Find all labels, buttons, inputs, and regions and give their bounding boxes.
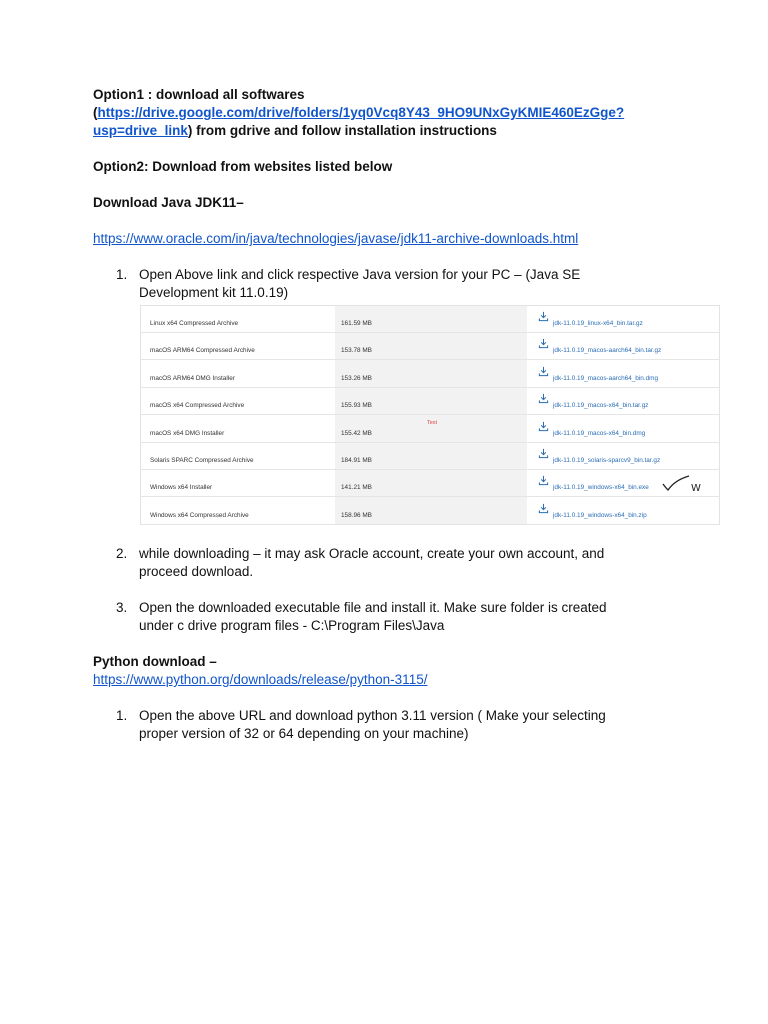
python-heading: Python download – — [93, 654, 217, 669]
product-name: Windows x64 Installer — [150, 484, 213, 492]
file-size: 141.21 MB — [341, 484, 372, 492]
step-text: Open the downloaded executable file and install it. Make sure folder is created — [139, 600, 607, 615]
download-file-link[interactable]: jdk-11.0.19_macos-x64_bin.tar.gz — [553, 402, 649, 410]
file-size: 153.78 MB — [341, 347, 372, 355]
java-step-2 — [93, 545, 653, 581]
product-name: macOS ARM64 DMG Installer — [150, 374, 235, 382]
spacer — [93, 212, 653, 230]
download-file-link[interactable]: jdk-11.0.19_solaris-sparcv9_bin.tar.gz — [553, 457, 661, 464]
download-table-row — [141, 470, 719, 497]
product-name: macOS ARM64 Compressed Archive — [150, 347, 255, 355]
file-size: 155.93 MB — [341, 402, 372, 410]
option1-label: Option1 : download all softwares — [93, 87, 305, 102]
download-icon[interactable] — [538, 338, 549, 349]
step-text: while downloading – it may ask Oracle account, create your own account, and — [139, 546, 605, 561]
option1-block — [93, 86, 653, 140]
download-icon[interactable] — [538, 421, 549, 432]
handwritten-w-mark: W — [691, 483, 701, 494]
product-name: macOS x64 DMG Installer — [150, 429, 225, 437]
download-table-row — [141, 443, 719, 470]
download-file-link[interactable]: jdk-11.0.19_macos-x64_bin.dmg — [553, 429, 646, 437]
download-table-row — [141, 388, 719, 415]
file-size: 158.96 MB — [341, 511, 372, 519]
file-size: 155.42 MB — [341, 429, 372, 437]
open-paren: ( — [93, 105, 98, 120]
download-icon[interactable] — [538, 503, 549, 514]
option1-link-line — [93, 104, 653, 122]
download-icon[interactable] — [538, 311, 549, 322]
file-size: 184.91 MB — [341, 457, 372, 464]
step-text-continued: Development kit 11.0.19) — [139, 285, 289, 300]
spacer — [93, 248, 653, 266]
option1-link-line2 — [93, 122, 653, 140]
product-name: Solaris SPARC Compressed Archive — [150, 457, 254, 464]
spacer — [93, 140, 653, 158]
java-steps-list-continued — [93, 545, 653, 635]
download-file-link[interactable]: jdk-11.0.19_macos-aarch64_bin.dmg — [553, 374, 659, 382]
annotation-text-mark: Text — [427, 420, 438, 426]
spacer — [93, 525, 653, 545]
java-step-1 — [93, 266, 653, 302]
step-text-continued: under c drive program files - C:\Program Files\Java — [139, 618, 445, 633]
download-icon[interactable] — [538, 448, 549, 459]
download-file-link[interactable]: jdk-11.0.19_linux-x64_bin.tar.gz — [553, 320, 643, 327]
step-number: 1. — [116, 708, 128, 723]
download-file-link[interactable]: jdk-11.0.19_macos-aarch64_bin.tar.gz — [553, 347, 662, 355]
download-file-link[interactable]: jdk-11.0.19_windows-x64_bin.exe — [553, 484, 649, 492]
download-table-row — [141, 498, 719, 525]
java-heading: Download Java JDK11– — [93, 195, 244, 210]
step-text: Open the above URL and download python 3.11 version ( Make your selecting — [139, 708, 606, 723]
download-icon[interactable] — [538, 393, 549, 404]
python-step-1 — [93, 707, 653, 743]
document-body — [93, 86, 701, 743]
download-icon[interactable] — [538, 366, 549, 377]
spacer — [93, 176, 653, 194]
download-file-link[interactable]: jdk-11.0.19_windows-x64_bin.zip — [553, 511, 647, 519]
oracle-jdk11-link[interactable]: https://www.oracle.com/in/java/technologies/javase/jdk11-archive-downloads.html — [93, 231, 579, 246]
product-name: Windows x64 Compressed Archive — [150, 511, 249, 519]
option2-heading: Option2: Download from websites listed below — [93, 159, 393, 174]
python-steps-list — [93, 707, 653, 743]
option1-suffix: ) from gdrive and follow installation instructions — [187, 123, 497, 138]
java-step-3 — [93, 599, 653, 635]
option1-heading — [93, 86, 653, 104]
gdrive-link-continued[interactable]: usp=drive_link — [93, 123, 188, 138]
step-text: Open Above link and click respective Java version for your PC – (Java SE — [139, 267, 581, 282]
download-icon[interactable] — [538, 475, 549, 486]
download-table-row — [141, 361, 719, 388]
file-size: 153.26 MB — [341, 374, 372, 382]
python-3115-link[interactable]: https://www.python.org/downloads/release/python-3115/ — [93, 672, 428, 687]
download-table-row — [141, 333, 719, 360]
step-number: 2. — [116, 546, 128, 561]
spacer — [93, 581, 653, 599]
jdk-download-table-screenshot — [140, 305, 720, 525]
step-text-continued: proceed download. — [139, 564, 254, 579]
step-text-continued: proper version of 32 or 64 depending on your machine) — [139, 726, 469, 741]
download-table-row — [141, 306, 719, 333]
file-size: 161.59 MB — [341, 320, 372, 327]
spacer — [93, 689, 653, 707]
step-number: 3. — [116, 600, 128, 615]
gdrive-link[interactable]: https://drive.google.com/drive/folders/1yq0Vcq8Y43_9HO9UNxGyKMIE460EzGge? — [97, 105, 625, 120]
spacer — [93, 635, 653, 653]
product-name: Linux x64 Compressed Archive — [150, 320, 239, 327]
checkmark-icon — [661, 474, 691, 492]
java-steps-list — [93, 266, 653, 302]
product-name: macOS x64 Compressed Archive — [150, 402, 245, 410]
step-number: 1. — [116, 267, 128, 282]
